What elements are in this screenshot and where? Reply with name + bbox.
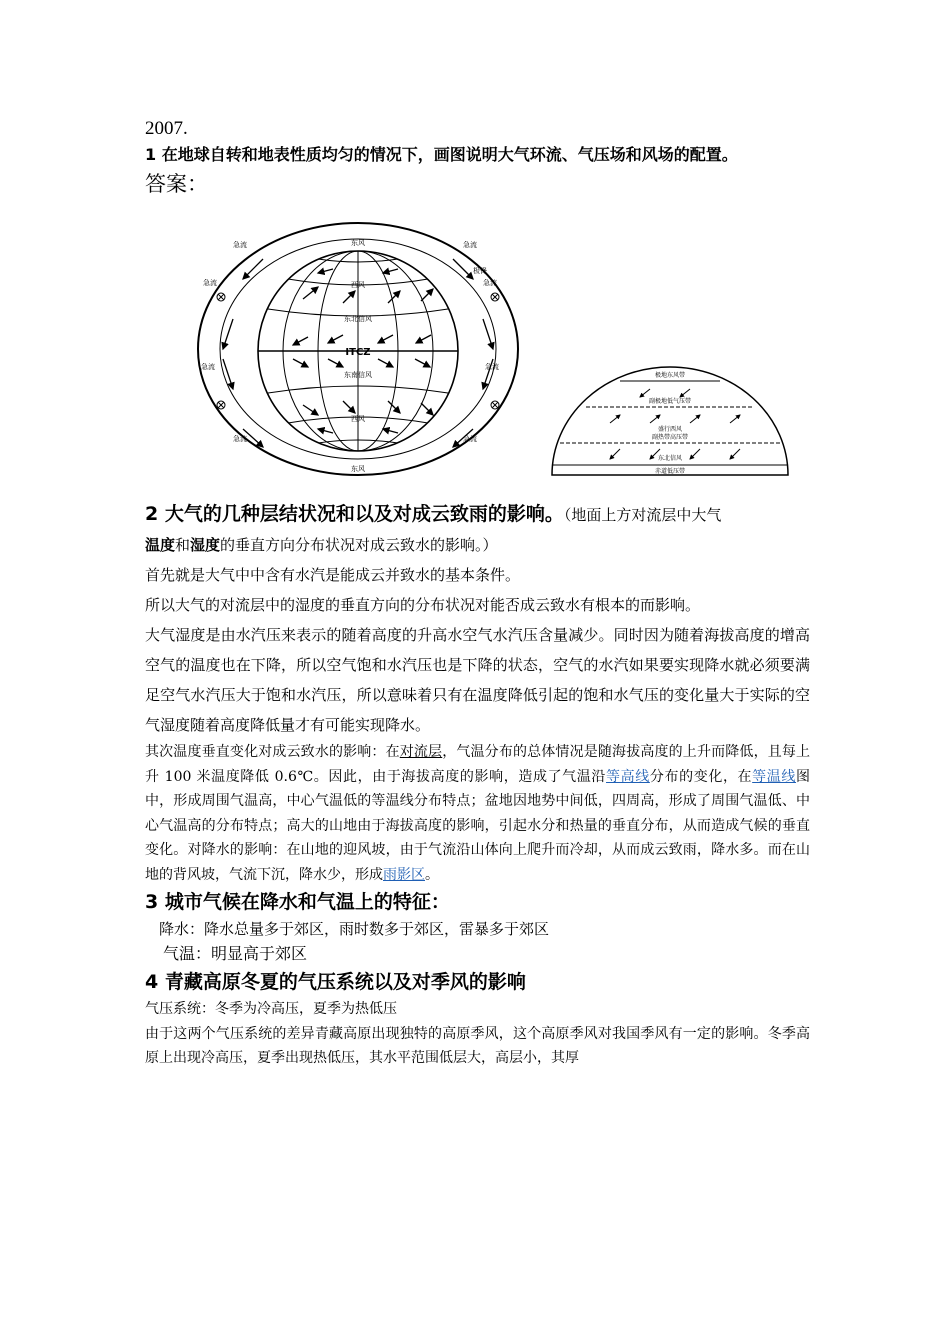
q2-paragraph-3: 大气湿度是由水汽压来表示的随着高度的升高水空气水汽压含量减少。同时因为随着海拔高度的增高空气的温度也在下降，所以空气饱和水汽压也是下降的状态，空气的水汽如果要实现降水就必须要满足空气水汽压大于饱和水汽压，所以意味着只有在温度降低引起的饱和水气压的变化量大于实际的空气湿度随着高度降低量才有可能实现降水。 (145, 626, 810, 734)
label-westerly-s: 西风 (351, 415, 365, 423)
belt-subtropical-high: 副热带高压带 (651, 434, 689, 441)
q4-paragraph-1: 气压系统：冬季为冷高压，夏季为热低压 (145, 1001, 397, 1017)
belt-polar-east: 极地东风带 (654, 372, 686, 379)
question-3-title: 3 城市气候在降水和气温上的特征： (145, 891, 450, 913)
label-jet-2: 急流 (463, 241, 477, 249)
question-2-title: 2 大气的几种层结状况和以及对成云致雨的影响。（地面上方对流层中大气 (145, 503, 722, 525)
label-polar-easterly-n: 东风 (351, 239, 365, 247)
q2-paragraph-4: 其次温度垂直变化对成云致水的影响：在对流层，气温分布的总体情况是随海拔高度的上升而降低，且每上升 100 米温度降低 0.6℃。因此，由于海拔高度的影响，造成了气温沿等高线分布的变化，在等温线图中，形成周围气温高，中心气温低的等温线分布特点；盆地因地势中间低，四周高，形成了周围气温低、中心气温高的分布特点；高大的山地由于海拔高度的影响，引起水分和热量的垂直分布，从而造成气候的垂直变化。对降水的影响：在山地的迎风坡，由于气流沿山体向上爬升而冷却，从而成云致雨，降水多。而在山地的背风坡，气流下沉，降水少，形成雨影区。 (145, 744, 811, 883)
label-jet-5: 急流 (201, 363, 215, 371)
question-4-title: 4 青藏高原冬夏的气压系统以及对季风的影响 (145, 971, 526, 993)
label-jet-8: 急流 (463, 435, 477, 443)
q4-paragraph-2: 由于这两个气压系统的差异青藏高原出现独特的高原季风，这个高原季风对我国季风有一定的影响。冬季高原上出现冷高压，夏季出现热低压，其水平范围低层大，高层小，其厚 (145, 1025, 810, 1066)
belt-westerlies: 盛行西风 (657, 426, 683, 433)
label-polar-front: 极锋 (473, 267, 487, 275)
q3-rain: 降水：降水总量多于郊区，雨时数多于郊区，雷暴多于郊区 (159, 920, 550, 938)
label-jet-7: 急流 (233, 435, 247, 443)
link-contour[interactable]: 等高线 (606, 768, 650, 785)
belt-subpolar-low: 副极地低气压带 (648, 398, 692, 405)
label-jet-1: 急流 (233, 241, 247, 249)
label-jet-6: 急流 (485, 363, 499, 371)
document-page (145, 118, 810, 1071)
pressure-belt-diagram (550, 359, 790, 477)
figures (145, 199, 810, 499)
global-circulation-diagram (193, 219, 523, 481)
label-polar-easterly-s: 东风 (351, 465, 365, 473)
link-isotherm[interactable]: 等温线 (752, 768, 797, 785)
label-ne-trade: 东北信风 (344, 315, 372, 323)
q2-paragraph-2: 所以大气的对流层中的湿度的垂直方向的分布状况对能否成云致水有根本的而影响。 (145, 596, 701, 614)
label-westerly-n: 西风 (351, 281, 365, 289)
q3-temp: 气温：明显高于郊区 (163, 944, 308, 963)
belt-ne-trade: 东北信风 (657, 455, 683, 462)
label-itcz: ITCZ (345, 347, 371, 358)
answer-label: 答案： (145, 172, 208, 196)
label-se-trade: 东南信风 (344, 371, 372, 379)
q2-paragraph-1: 首先就是大气中中含有水汽是能成云并致水的基本条件。 (145, 566, 521, 584)
question-2-subtitle: 温度和湿度的垂直方向分布状况对成云致水的影响。） (145, 536, 498, 554)
question-1: 1 在地球自转和地表性质均匀的情况下，画图说明大气环流、气压场和风场的配置。 (145, 145, 738, 164)
link-troposphere[interactable]: 对流层 (399, 744, 443, 760)
belt-equatorial-low: 赤道低压带 (654, 468, 686, 475)
label-jet-3: 急流 (203, 279, 217, 287)
label-jet-4: 急流 (483, 279, 497, 287)
year-heading: 2007. (145, 118, 188, 139)
link-rain-shadow[interactable]: 雨影区 (383, 866, 425, 883)
